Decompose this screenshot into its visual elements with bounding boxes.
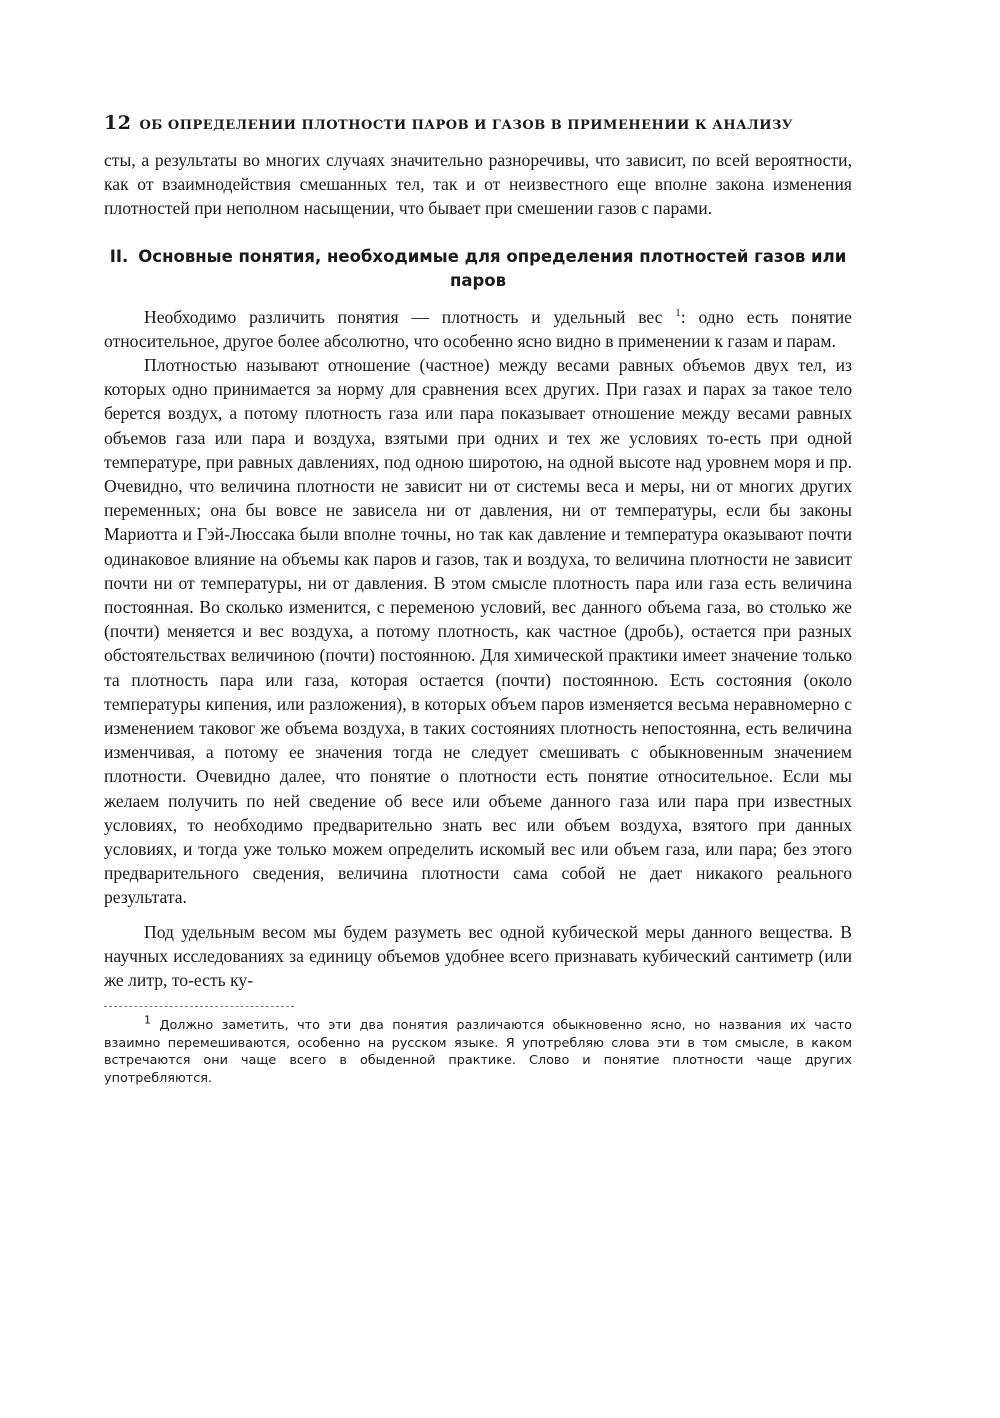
book-page [104,112,852,1087]
page-number: 12 [104,112,132,134]
footnote-ref: 1 [675,306,681,319]
paragraph-1-rest: : одно есть понятие относительное, другое более абсолютно, что особенно ясно видно в применении к газам и парам. [104,306,852,351]
running-header [104,112,852,134]
footnote [104,1014,852,1087]
section-number: II. [109,246,129,266]
footnote-text: Должно заметить, что эти два понятия различаются обыкновенно ясно, но названия их часто взаимно перемешиваются, особенно на русском языке. Я употребляю слова эти в том смысле, в каком встречаются они чаще всего в обыденной практике. Слово и понятие плотности чаще других употребляются. [104,1018,852,1086]
paragraph-2: Плотностью называют отношение (частное) между весами равных объемов двух тел, из которых одно принимается за норму для сравнения всех других. При газах и парах за такое тело берется воздух, а потому плотность газа или пара показывает отношение между весами равных объемов газа или пара и воздуха, взятыми при одних и тех же условиях то-есть при одной температуре, при равных давлениях, под одною широтою, на одной высоте над уровнем моря и пр. Очевидно, что величина плотности не зависит ни от системы веса и меры, ни от многих других переменных; она бы вовсе не зависела ни от давления, ни от температуры, если бы законы Мариотта и Гэй-Люссака были вполне точны, но так как давление и температура оказывают почти одинаковое влияние на объемы как паров и газов, так и воздуха, то величина плотности не зависит почти ни от температуры, ни от давления. В этом смысле плотность пара или газа есть величина постоянная. Во сколько изменится, с переменою условий, вес данного объема газа, во столько же (почти) меняется и вес воздуха, а потому плотность, как частное (дробь), остается при разных обстоятельствах величиною (почти) постоянною. Для химической практики имеет значение только та плотность пара или газа, которая остается (почти) постоянною. Есть состояния (около температуры кипения, или разложения), в которых объем паров изменяется весьма неравномерно с изменением таковог же объема воздуха, в таких состояниях плотность непостоянна, есть величина изменчивая, а потому ее значения тогда не следует смешивать с обыкновенным значением плотности. Очевидно далее, что понятие о плотности есть понятие относительное. Если мы желаем получить по ней сведение об весе или объеме данного газа или пара при известных условиях, то необходимо предварительно знать вес или объем воздуха, взятого при данных условиях, и тогда уже только можем определить искомый вес или объем газа, или пара; без этого предварительного сведения, величина плотности сама собой не дает никакого реального результата. [104,355,852,908]
paragraph-3: Под удельным весом мы будем разуметь вес одной кубической меры данного вещества. В научных исследованиях за единицу объемов удобнее всего признавать кубический сантиметр (или же литр, то-есть ку- [104,921,852,991]
running-title: ОБ ОПРЕДЕЛЕНИИ ПЛОТНОСТИ ПАРОВ И ГАЗОВ В ПРИМЕНЕНИИ К АНАЛИЗУ [139,118,793,133]
section-title [104,245,852,293]
continuation-paragraph: сты, а результаты во многих случаях значительно разноречивы, что зависит, по всей вероятности, как от взаимнодействия смешанных тел, так и от неизвестного еще вполне закона изменения плотностей при неполном насыщении, что бывает при смешении газов с парами. [104,150,852,219]
footnote-divider [104,1006,294,1007]
section-title-text: Основные понятия, необходимые для определения плотностей газов или паров [138,246,847,290]
paragraph-1-text: Необходимо различить понятия — плотность и удельный вес [144,306,663,327]
paragraph-1 [104,305,852,353]
footnote-marker: 1 [144,1014,151,1028]
